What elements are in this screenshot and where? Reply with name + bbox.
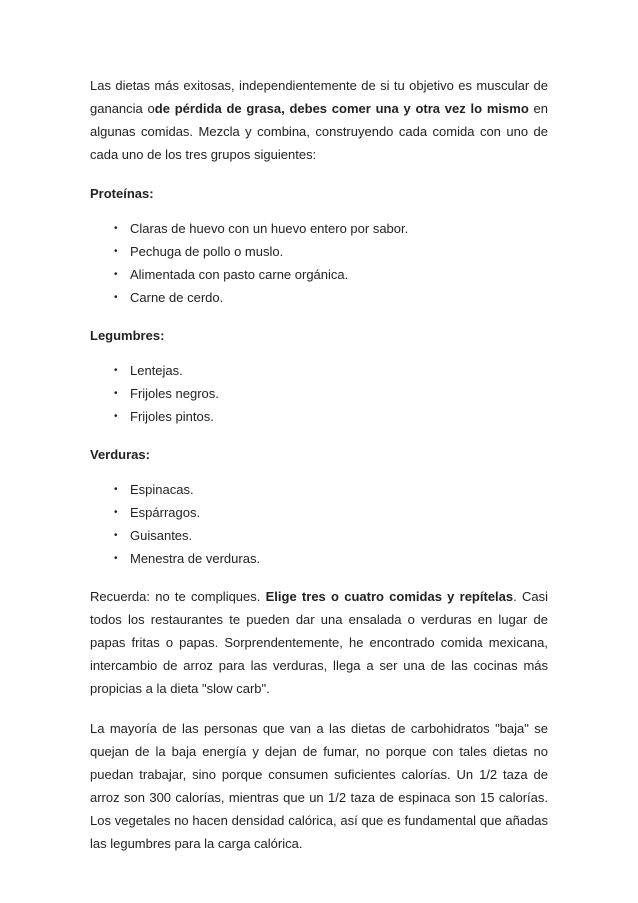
intro-bold-text: de pérdida de grasa, debes comer una y otra vez lo mismo [154, 101, 529, 116]
list-item-text: Espinacas. [130, 482, 194, 497]
bullet-icon: • [114, 530, 118, 541]
section-heading-verduras: Verduras: [90, 447, 150, 462]
list-verduras [90, 478, 548, 570]
intro-paragraph [90, 74, 548, 166]
bullet-icon: • [114, 269, 118, 280]
list-item [90, 547, 548, 570]
list-item-text: Claras de huevo con un huevo entero por sabor. [130, 221, 409, 236]
list-proteinas [90, 217, 548, 309]
list-item [90, 217, 548, 240]
recuerda-paragraph [90, 585, 548, 700]
recuerda-bold-text: Elige tres o cuatro comidas y repítelas [265, 589, 514, 604]
list-item-text: Pechuga de pollo o muslo. [130, 244, 284, 259]
recuerda-text-2: . Casi todos los restaurantes te pueden dar una ensalada o verduras en lugar de papas fritas o papas. Sorprendentemente, he encontrado comida mexicana, intercambio de arroz para las verduras, llega a ser una de las cocinas más propicias a la dieta "slow carb". [90, 589, 548, 696]
intro-text-1: Las dietas más exitosas, independientemente de si tu objetivo es muscular de ganancia o [90, 78, 548, 116]
recuerda-text-1: Recuerda: no te compliques. [90, 589, 266, 604]
list-item-text: Frijoles negros. [130, 386, 219, 401]
section-heading-proteinas: Proteínas: [90, 186, 154, 201]
section-heading-legumbres: Legumbres: [90, 328, 165, 343]
list-item-text: Menestra de verduras. [130, 551, 261, 566]
list-item-text: Espárragos. [130, 505, 201, 520]
list-item [90, 382, 548, 405]
final-paragraph: La mayoría de las personas que van a las dietas de carbohidratos "baja" se quejan de la baja energía y dejan de fumar, no porque con tales dietas no puedan trabajar, sino porque consumen suficientes calorías. Un 1/2 taza de arroz son 300 calorías, mientras que un 1/2 taza de espinaca son 15 calorías. Los vegetales no hacen densidad calórica, así que es fundamental que añadas las legumbres para la carga calórica. [90, 721, 548, 851]
list-item [90, 524, 548, 547]
bullet-icon: • [114, 507, 118, 518]
bullet-icon: • [114, 223, 118, 234]
bullet-icon: • [114, 411, 118, 422]
bullet-icon: • [114, 292, 118, 303]
list-legumbres [90, 359, 548, 428]
bullet-icon: • [114, 365, 118, 376]
document-page [90, 74, 548, 855]
list-item [90, 405, 548, 428]
list-item [90, 263, 548, 286]
list-item [90, 501, 548, 524]
list-item-text: Frijoles pintos. [130, 409, 214, 424]
list-item [90, 286, 548, 309]
list-item-text: Lentejas. [130, 363, 183, 378]
intro-text-2: en algunas comidas. Mezcla y combina, construyendo cada comida con uno de cada uno de los tres grupos siguientes: [90, 101, 548, 162]
list-item [90, 240, 548, 263]
bullet-icon: • [114, 388, 118, 399]
list-item-text: Carne de cerdo. [130, 290, 224, 305]
list-item-text: Alimentada con pasto carne orgánica. [130, 267, 349, 282]
list-item [90, 359, 548, 382]
list-item [90, 478, 548, 501]
list-item-text: Guisantes. [130, 528, 193, 543]
bullet-icon: • [114, 553, 118, 564]
bullet-icon: • [114, 246, 118, 257]
bullet-icon: • [114, 484, 118, 495]
